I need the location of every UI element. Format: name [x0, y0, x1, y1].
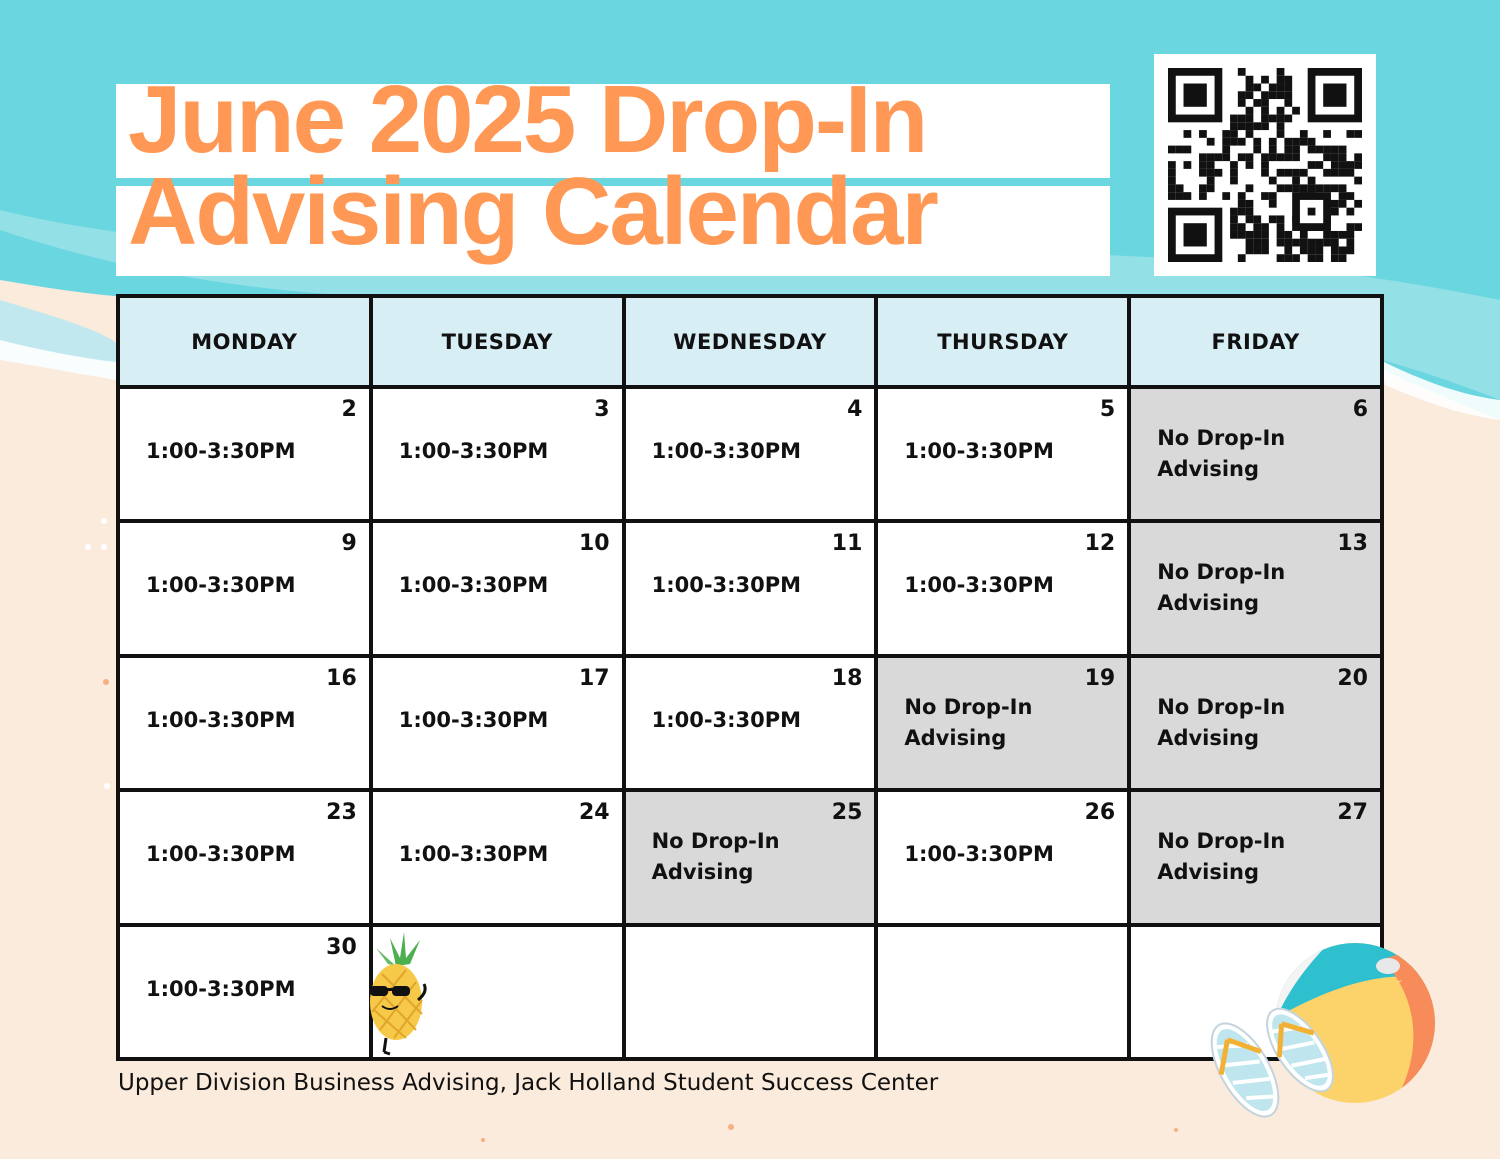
title-line-1: June 2025 Drop-In [128, 66, 927, 173]
day-number: 2 [341, 397, 357, 422]
calendar-day-cell [371, 521, 624, 655]
calendar-day-cell [624, 925, 877, 1059]
calendar-week-row [118, 387, 1382, 521]
header-wednesday: WEDNESDAY [624, 296, 877, 387]
calendar-day-cell [371, 387, 624, 521]
advising-hours: 1:00-3:30PM [398, 439, 549, 463]
day-number: 10 [578, 531, 610, 557]
advising-hours: 1:00-3:30PM [651, 439, 802, 463]
day-number: 12 [1084, 531, 1116, 557]
calendar-day-cell [1129, 656, 1382, 790]
day-number: 16 [326, 665, 357, 691]
day-number: 24 [578, 800, 610, 826]
no-advising-note: No Drop-In Advising [1157, 829, 1286, 885]
day-number: 26 [1084, 800, 1116, 826]
calendar-day-cell [876, 656, 1129, 790]
calendar-day-cell [876, 521, 1129, 655]
day-number: 30 [326, 934, 357, 960]
advising-hours: 1:00-3:30PM [146, 439, 296, 463]
calendar-day-cell [624, 387, 877, 521]
day-number: 5 [1099, 397, 1116, 422]
day-number: 25 [831, 800, 863, 826]
calendar-day-cell [118, 656, 371, 790]
no-advising-note: No Drop-In Advising [1157, 426, 1286, 481]
no-advising-note: No Drop-In Advising [1157, 560, 1286, 616]
day-number: 19 [1084, 665, 1116, 691]
flip-flops-icon [1190, 990, 1350, 1130]
calendar-day-cell [371, 656, 624, 790]
day-number: 17 [578, 665, 610, 691]
calendar-day-cell [1129, 521, 1382, 655]
day-number: 11 [831, 531, 863, 557]
no-advising-note: No Drop-In Advising [1157, 694, 1286, 750]
calendar-day-cell [1129, 387, 1382, 521]
calendar-day-cell [624, 790, 877, 924]
day-number: 3 [594, 397, 610, 422]
calendar-day-cell [118, 521, 371, 655]
header-tuesday: TUESDAY [371, 296, 624, 387]
calendar-day-cell [1129, 790, 1382, 924]
qr-code-icon [1154, 54, 1376, 276]
advising-hours: 1:00-3:30PM [146, 707, 296, 732]
calendar-day-cell [876, 790, 1129, 924]
calendar-day-cell [624, 656, 877, 790]
advising-hours: 1:00-3:30PM [398, 842, 549, 867]
day-number: 13 [1337, 531, 1368, 557]
title-line-2: Advising Calendar [128, 158, 937, 265]
day-number: 27 [1337, 800, 1368, 826]
no-advising-note: No Drop-In Advising [904, 694, 1033, 750]
weekday-header-row [118, 296, 1382, 387]
day-number: 18 [831, 665, 863, 691]
header-monday: MONDAY [118, 296, 371, 387]
no-advising-note: No Drop-In Advising [651, 829, 780, 885]
advising-hours: 1:00-3:30PM [146, 842, 296, 867]
day-number: 6 [1352, 397, 1368, 422]
advising-hours: 1:00-3:30PM [146, 976, 296, 1001]
calendar-day-cell [118, 790, 371, 924]
day-number: 20 [1337, 665, 1368, 691]
calendar-day-cell [624, 521, 877, 655]
day-number: 9 [341, 531, 357, 557]
advising-hours: 1:00-3:30PM [398, 573, 549, 598]
header-friday: FRIDAY [1129, 296, 1382, 387]
advising-hours: 1:00-3:30PM [904, 573, 1054, 598]
advising-hours: 1:00-3:30PM [904, 842, 1054, 867]
header-thursday: THURSDAY [876, 296, 1129, 387]
advising-hours: 1:00-3:30PM [651, 573, 802, 598]
day-number: 23 [326, 800, 357, 826]
calendar-grid [116, 294, 1384, 1061]
calendar-day-cell [371, 790, 624, 924]
calendar-day-cell [118, 925, 371, 1059]
calendar-day-cell [876, 925, 1129, 1059]
calendar-day-cell [876, 387, 1129, 521]
calendar-week-row [118, 790, 1382, 924]
calendar-day-cell [118, 387, 371, 521]
pineapple-sunglasses-icon [366, 930, 432, 1058]
calendar-week-row [118, 656, 1382, 790]
advising-hours: 1:00-3:30PM [146, 573, 296, 598]
day-number: 4 [847, 397, 863, 422]
calendar-week-row [118, 521, 1382, 655]
advising-hours: 1:00-3:30PM [651, 707, 802, 732]
advising-hours: 1:00-3:30PM [904, 439, 1054, 463]
footer-credit: Upper Division Business Advising, Jack Holland Student Success Center [118, 1070, 939, 1096]
page-title [128, 66, 937, 265]
advising-hours: 1:00-3:30PM [398, 707, 549, 732]
